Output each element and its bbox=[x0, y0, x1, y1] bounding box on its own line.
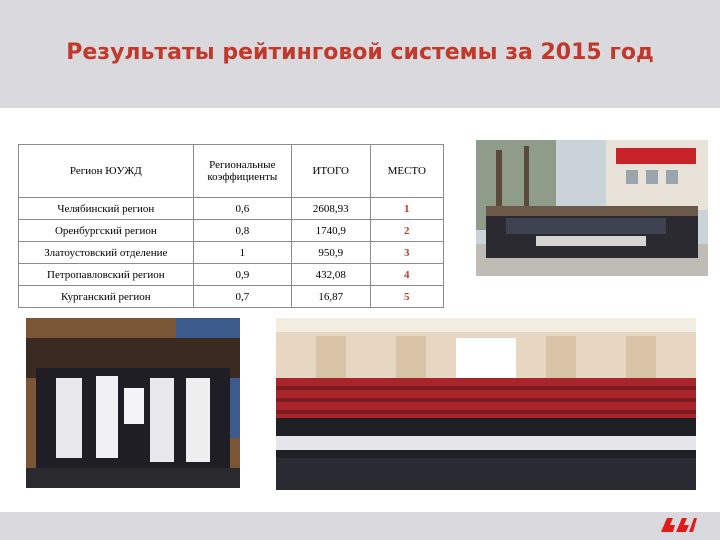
table-header-row bbox=[19, 145, 444, 198]
table-row bbox=[19, 198, 444, 220]
photo-small-group bbox=[26, 318, 240, 488]
header-place: МЕСТО bbox=[370, 145, 443, 198]
photo-outdoor-group-image bbox=[476, 140, 708, 276]
table-row bbox=[19, 242, 444, 264]
photo-auditorium bbox=[276, 318, 696, 490]
photo-small-group-image bbox=[26, 318, 240, 488]
photo-auditorium-image bbox=[276, 318, 696, 490]
table-row bbox=[19, 220, 444, 242]
cell-coef: 0,9 bbox=[193, 264, 291, 286]
cell-place: 5 bbox=[370, 286, 443, 308]
cell-region: Златоустовский отделение bbox=[19, 242, 194, 264]
cell-total: 432,08 bbox=[291, 264, 370, 286]
cell-coef: 0,7 bbox=[193, 286, 291, 308]
cell-total: 950,9 bbox=[291, 242, 370, 264]
cell-total: 1740,9 bbox=[291, 220, 370, 242]
cell-region: Петропавловский регион bbox=[19, 264, 194, 286]
cell-place: 4 bbox=[370, 264, 443, 286]
cell-coef: 1 bbox=[193, 242, 291, 264]
cell-total: 2608,93 bbox=[291, 198, 370, 220]
cell-place: 2 bbox=[370, 220, 443, 242]
header-coef: Региональные коэффициенты bbox=[193, 145, 291, 198]
rzd-logo-icon bbox=[658, 514, 698, 536]
table-row bbox=[19, 286, 444, 308]
results-table bbox=[18, 144, 444, 308]
cell-region: Оренбургский регион bbox=[19, 220, 194, 242]
slide-title: Результаты рейтинговой системы за 2015 год bbox=[66, 40, 654, 65]
photo-outdoor-group bbox=[476, 140, 708, 276]
cell-region: Челябинский регион bbox=[19, 198, 194, 220]
footer-band bbox=[0, 512, 720, 540]
cell-coef: 0,8 bbox=[193, 220, 291, 242]
cell-place: 3 bbox=[370, 242, 443, 264]
cell-coef: 0,6 bbox=[193, 198, 291, 220]
cell-region: Курганский регион bbox=[19, 286, 194, 308]
header-region: Регион ЮУЖД bbox=[19, 145, 194, 198]
header-total: ИТОГО bbox=[291, 145, 370, 198]
cell-total: 16,87 bbox=[291, 286, 370, 308]
table-row bbox=[19, 264, 444, 286]
cell-place: 1 bbox=[370, 198, 443, 220]
